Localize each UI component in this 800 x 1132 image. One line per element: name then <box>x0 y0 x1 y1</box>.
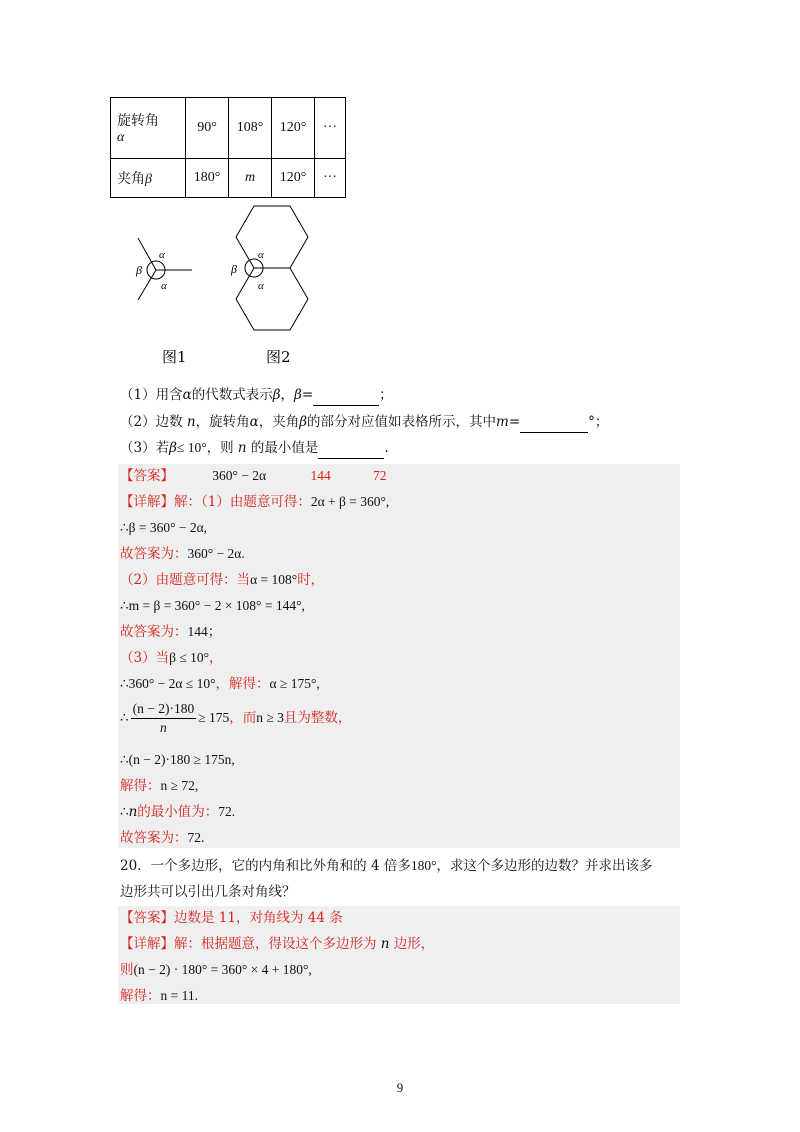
table-cell: ··· <box>315 98 346 159</box>
text: = <box>508 414 521 430</box>
text: 边形， <box>389 936 435 952</box>
figure-2 <box>236 206 308 330</box>
detail-line <box>120 544 245 564</box>
alpha-symbol: α <box>249 414 259 430</box>
detail-line: ∴m = β = 360° − 2 × 108° = 144°, <box>120 598 305 613</box>
text: ，求这个多边形的边数？并求出该多 <box>436 858 653 874</box>
detail-line <box>120 492 389 512</box>
text: 故答案为： <box>120 830 188 846</box>
text: （3）当 <box>120 650 170 666</box>
denominator: n <box>160 720 167 735</box>
text: °； <box>588 414 609 430</box>
text: 20．一个多边形，它的内角和比外角和的 4 倍多 <box>120 858 411 874</box>
n-symbol: n <box>237 440 247 456</box>
answer-line <box>120 908 343 928</box>
detail-line <box>120 934 434 954</box>
alpha-label: α <box>159 249 165 261</box>
beta-symbol: β <box>299 414 308 430</box>
table-cell: m <box>229 159 272 198</box>
detail-line <box>120 802 235 822</box>
detail-line <box>120 648 223 668</box>
table-cell: 108° <box>229 98 272 159</box>
question-2 <box>120 412 608 433</box>
text: 故答案为： <box>120 546 188 562</box>
text: 时， <box>297 572 325 588</box>
text: （1）用含 <box>120 387 183 403</box>
math: 360° − 2α. <box>187 546 245 561</box>
detail-line <box>120 986 198 1006</box>
detail-tag: 【详解】 <box>120 936 174 952</box>
text: （3）若 <box>120 440 170 456</box>
header-text: 旋转角 <box>117 114 159 129</box>
answer-text: 边数是 11，对角线为 44 条 <box>174 910 343 926</box>
detail-line <box>120 828 204 848</box>
math: ∴360° − 2α ≤ 10° <box>120 676 216 691</box>
header-symbol: β <box>145 172 152 187</box>
text: ，旋转角 <box>195 414 250 430</box>
text: ，解得： <box>215 676 270 692</box>
text: 解得： <box>120 778 161 794</box>
beta-symbol: β <box>169 440 177 456</box>
alpha-label: α <box>161 280 167 292</box>
question-20 <box>120 856 653 876</box>
text: ，则 <box>206 440 238 456</box>
text: 且为整数， <box>283 710 352 726</box>
math: n ≥ 72, <box>160 778 199 793</box>
table-cell: ··· <box>315 159 346 198</box>
n-symbol: n <box>380 936 390 952</box>
detail-tag: 【详解】 <box>120 494 174 510</box>
detail-line <box>120 622 221 642</box>
question-20-cont: 边形共可以引出几条对角线？ <box>120 884 296 900</box>
math: ∴ <box>120 710 129 725</box>
detail-line: ∴β = 360° − 2α, <box>120 520 208 535</box>
math: ≥ 175 <box>198 710 230 725</box>
answer-blank <box>520 412 588 433</box>
table-header-rotation <box>111 98 186 159</box>
header-symbol: α <box>117 130 125 145</box>
math: 144； <box>187 624 222 639</box>
detail-line: ∴(n − 2)·180 ≥ 175n, <box>120 752 235 767</box>
math: 2α + β = 360°, <box>310 494 390 509</box>
table-cell: 120° <box>272 98 315 159</box>
text: 则 <box>120 962 134 978</box>
math: α ≥ 175°, <box>269 676 320 691</box>
text: ， <box>209 650 223 666</box>
detail-line <box>120 960 312 980</box>
beta-symbol: β <box>272 387 281 403</box>
fraction <box>131 700 197 737</box>
text: 的最小值是 <box>246 440 319 456</box>
answer-blank <box>318 438 384 459</box>
detail-line <box>120 570 324 590</box>
n-symbol: n <box>128 804 138 820</box>
text: 的部分对应值如表格所示，其中 <box>307 414 497 430</box>
math: ∴ <box>120 804 129 819</box>
text: ，夹角 <box>258 414 300 430</box>
n-symbol: n <box>186 414 196 430</box>
answer-line <box>120 466 386 486</box>
answer-1: 360° − 2α <box>212 468 267 483</box>
text: ； <box>379 387 393 403</box>
table-cell: 120° <box>272 159 315 198</box>
text: 解：（1）由题意可得： <box>174 494 311 510</box>
table-header-angle <box>111 159 186 198</box>
text: 解得： <box>120 988 161 1004</box>
beta-label: β <box>136 263 142 277</box>
answer-tag: 【答案】 <box>120 910 174 926</box>
question-1 <box>120 385 393 406</box>
beta-symbol: β <box>294 387 302 403</box>
text: 的代数式表示 <box>191 387 273 403</box>
figures <box>120 200 340 375</box>
alpha-label: α <box>258 249 264 261</box>
text: . <box>384 440 389 456</box>
page-number: 9 <box>396 1080 404 1095</box>
alpha-label: α <box>258 280 264 292</box>
table-cell: 90° <box>186 98 229 159</box>
alpha-symbol: α <box>182 387 192 403</box>
numerator: (n − 2)·180 <box>131 700 197 719</box>
condition: ≤ 10° <box>176 440 207 455</box>
header-text: 夹角 <box>117 172 145 187</box>
text: = <box>301 387 314 403</box>
detail-line <box>120 776 198 796</box>
math: 72. <box>187 830 205 845</box>
math: n ≥ 3 <box>256 710 284 725</box>
angle-table <box>110 97 346 198</box>
text: 解：根据题意，得设这个多边形为 <box>174 936 381 952</box>
question-3 <box>120 438 389 459</box>
text: ，而 <box>229 710 257 726</box>
beta-label: β <box>231 262 237 276</box>
table-row <box>111 98 346 159</box>
text: （2）边数 <box>120 414 187 430</box>
m-symbol: m <box>496 414 509 430</box>
detail-line <box>120 700 351 737</box>
figure-1-label: 图1 <box>162 348 187 366</box>
answer-3: 72 <box>372 468 387 483</box>
table-row <box>111 159 346 198</box>
figure-2-label: 图2 <box>266 348 291 366</box>
answer-2: 144 <box>310 468 331 483</box>
table-cell: 180° <box>186 159 229 198</box>
math: (n − 2) · 180° = 360° × 4 + 180°, <box>133 962 312 977</box>
answer-tag: 【答案】 <box>120 468 174 484</box>
detail-line <box>120 674 320 694</box>
math: 180° <box>410 858 437 873</box>
text: ， <box>280 387 295 403</box>
text: 的最小值为： <box>137 804 219 820</box>
math: n = 11. <box>160 988 198 1003</box>
math: α = 108° <box>250 572 298 587</box>
math: β ≤ 10° <box>169 650 210 665</box>
math: 72. <box>218 804 236 819</box>
answer-blank <box>313 385 379 406</box>
text: 故答案为： <box>120 624 188 640</box>
text: （2）由题意可得：当 <box>120 572 251 588</box>
